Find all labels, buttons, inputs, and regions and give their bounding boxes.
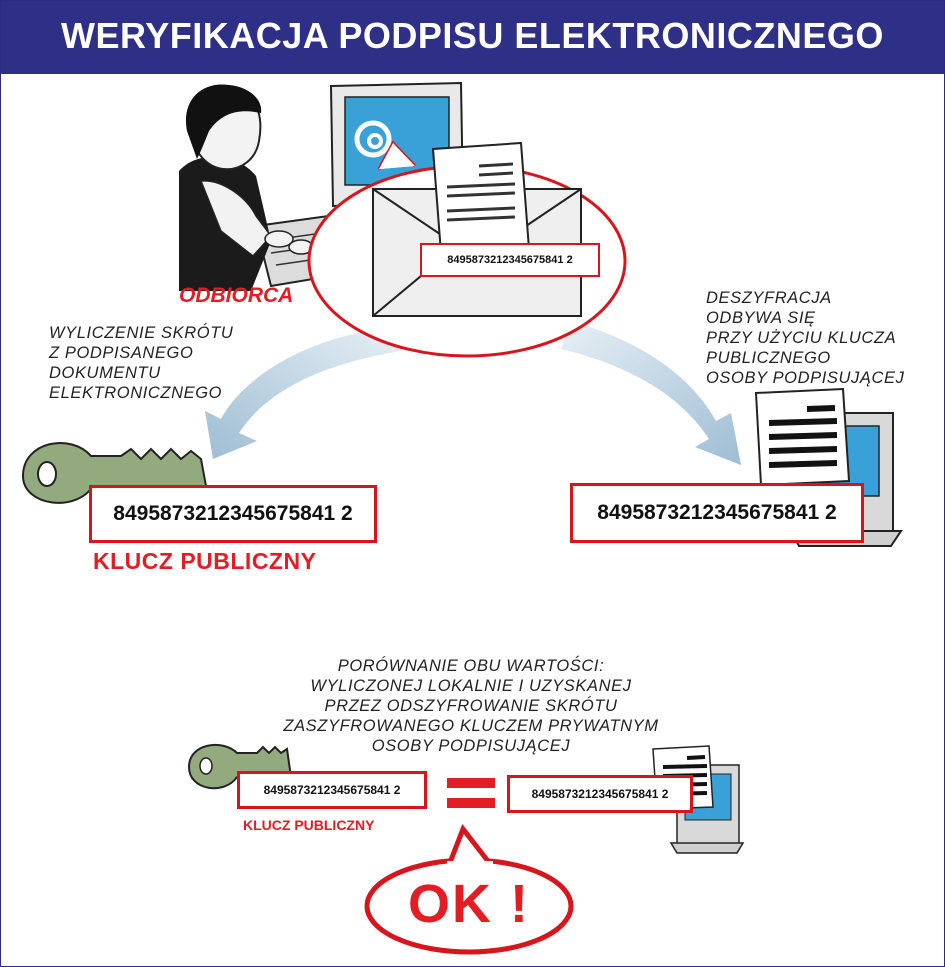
right-step-line: PRZY UŻYCIU KLUCZA: [706, 329, 897, 347]
comparison-line: PORÓWNANIE OBU WARTOŚCI:: [337, 657, 605, 675]
right-step-line: ODBYWA SIĘ: [706, 309, 816, 327]
ok-result-text: OK !: [408, 874, 530, 934]
right-step-text: [706, 288, 904, 388]
comparison-line: OSOBY PODPISUJĄCEJ: [371, 737, 571, 755]
page-title: WERYFIKACJA PODPISU ELEKTRONICZNEGO: [61, 15, 884, 56]
right-step-line: DESZYFRACJA: [706, 289, 832, 307]
left-hash-box: 8495873212345675841 2: [89, 485, 377, 543]
compare-key-label: KLUCZ PUBLICZNY: [243, 817, 375, 833]
compare-left-hash-box: 8495873212345675841 2: [237, 771, 427, 809]
equals-icon: [447, 778, 495, 808]
right-step-line: OSOBY PODPISUJĄCEJ: [706, 369, 905, 387]
compare-right-hash-box: 8495873212345675841 2: [507, 775, 693, 813]
left-step-line: DOKUMENTU: [49, 364, 161, 382]
comparison-line: PRZEZ ODSZYFROWANIE SKRÓTU: [324, 697, 618, 715]
left-key-label: KLUCZ PUBLICZNY: [93, 548, 317, 574]
comparison-text: [251, 656, 691, 756]
envelope-hash-box: 8495873212345675841 2: [420, 243, 600, 277]
left-step-line: WYLICZENIE SKRÓTU: [49, 324, 234, 342]
left-step-line: ELEKTRONICZNEGO: [49, 384, 223, 402]
comparison-line: WYLICZONEJ LOKALNIE I UZYSKANEJ: [310, 677, 632, 695]
left-step-line: Z PODPISANEGO: [49, 344, 194, 362]
comparison-line: ZASZYFROWANEGO KLUCZEM PRYWATNYM: [283, 717, 659, 735]
right-hash-box: 8495873212345675841 2: [570, 483, 864, 543]
left-step-text: [49, 323, 233, 403]
right-step-line: PUBLICZNEGO: [706, 349, 831, 367]
recipient-label: ODBIORCA: [179, 284, 294, 307]
arrow-to-left-icon: [205, 326, 401, 459]
